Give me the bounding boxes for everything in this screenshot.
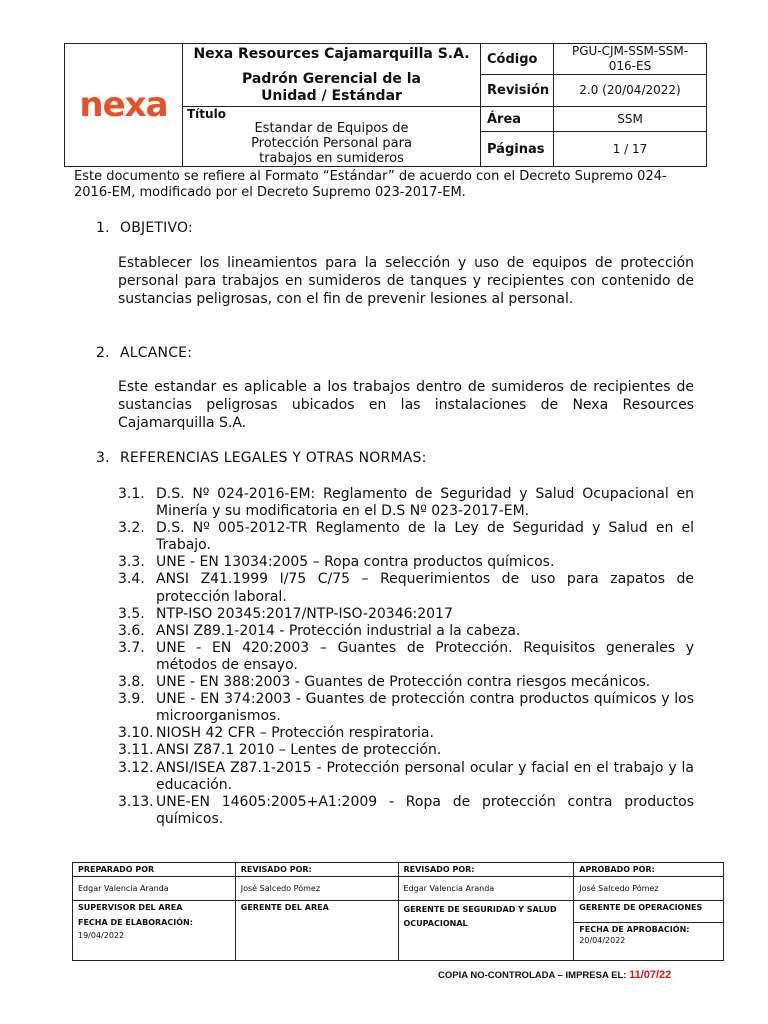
titulo-text: Estandar de Equipos de Protección Personal para trabajos en sumideros <box>251 121 412 166</box>
reference-text: UNE - EN 374:2003 - Guantes de protección contra productos químicos y los microorganismos. <box>156 691 694 725</box>
reference-text: UNE-EN 14605:2005+A1:2009 - Ropa de protección contra productos químicos. <box>156 793 694 827</box>
reference-number: 3.1. <box>118 486 145 502</box>
reference-text: NTP-ISO 20345:2017/NTP-ISO-20346:2017 <box>156 605 453 622</box>
section-heading-alcance <box>96 345 192 361</box>
reference-text: ANSI/ISEA Z87.1-2015 - Protección personal ocular y facial en el trabajo y la educación. <box>156 759 694 793</box>
reference-text: UNE - EN 13034:2005 – Ropa contra productos químicos. <box>156 554 555 571</box>
reference-number: 3.7. <box>118 639 145 656</box>
reference-number: 3.2. <box>118 520 145 537</box>
reference-item <box>118 520 694 554</box>
reference-text: UNE - EN 388:2003 - Guantes de Protección contra riesgos mecánicos. <box>156 674 651 691</box>
reference-number: 3.5. <box>118 605 145 622</box>
reference-item <box>118 760 694 794</box>
codigo-label: Código <box>481 44 554 75</box>
reference-item <box>118 674 694 691</box>
reference-item <box>118 691 694 725</box>
reference-item <box>118 640 694 674</box>
aprobado-name: José Salcedo Pómez <box>574 877 724 901</box>
fecha-elaboracion-value: 19/04/2022 <box>78 931 125 940</box>
section-heading-objetivo <box>96 220 193 236</box>
fecha-aprobacion-value: 20/04/2022 <box>579 936 626 945</box>
paginas-value: 1 / 17 <box>554 132 707 167</box>
role-gerente-area: GERENTE DEL AREA <box>235 901 398 961</box>
reference-text: NIOSH 42 CFR – Protección respiratoria. <box>156 725 434 742</box>
padron-text: Padrón Gerencial de la Unidad / Estándar <box>242 70 421 104</box>
area-label: Área <box>481 107 554 132</box>
revision-label: Revisión <box>481 75 554 107</box>
section-number: 2. <box>96 345 110 361</box>
reference-text: ANSI Z41.1999 I/75 C/75 – Requerimientos de uso para zapatos de protección laboral. <box>156 571 694 605</box>
revisado-label-1: REVISADO POR: <box>235 863 398 877</box>
paginas-label: Páginas <box>481 132 554 167</box>
copia-date: 11/07/22 <box>629 969 672 981</box>
section-number: 1. <box>96 220 110 236</box>
section-title: OBJETIVO: <box>120 220 193 236</box>
reference-text: ANSI Z89.1-2014 - Protección industrial a la cabeza. <box>156 622 521 639</box>
section-title: REFERENCIAS LEGALES Y OTRAS NORMAS: <box>120 450 427 466</box>
role-gerente-seguridad: GERENTE DE SEGURIDAD Y SALUD OCUPACIONAL <box>398 901 574 961</box>
aprobado-label: APROBADO POR: <box>574 863 724 877</box>
titulo-label: Título <box>187 107 226 121</box>
nexa-logo: nexa <box>79 85 168 125</box>
reference-number: 3.10. <box>118 725 154 742</box>
revisado-name-2: Edgar Valencia Aranda <box>398 877 574 901</box>
titulo-cell <box>183 107 481 167</box>
company-name: Nexa Resources Cajamarquilla S.A. <box>193 45 470 62</box>
revisado-label-2: REVISADO POR: <box>398 863 574 877</box>
role-cell-4 <box>574 901 724 961</box>
role-supervisor: SUPERVISOR DEL AREA <box>78 903 183 912</box>
reference-number: 3.4. <box>118 571 145 588</box>
logo-cell <box>65 44 183 167</box>
reference-item <box>118 623 694 640</box>
reference-item <box>118 486 694 520</box>
reference-number: 3.13. <box>118 793 154 810</box>
objetivo-paragraph: Establecer los lineamientos para la selección y uso de equipos de protección personal para trabajos en sumideros de tanques y recipientes con contenido de sustancias peligrosas, con el fin de prevenir lesiones al personal. <box>118 255 694 307</box>
reference-item <box>118 571 694 605</box>
reference-number: 3.3. <box>118 554 145 571</box>
preparado-label: PREPARADO POR <box>73 863 236 877</box>
codigo-value: PGU-CJM-SSM-SSM-016-ES <box>554 44 707 75</box>
reference-item <box>118 606 694 623</box>
revisado-name-1: José Salcedo Pómez <box>235 877 398 901</box>
reference-text: ANSI Z87.1 2010 – Lentes de protección. <box>156 742 442 759</box>
reference-number: 3.8. <box>118 674 145 691</box>
company-cell <box>183 44 481 107</box>
reference-item <box>118 554 694 571</box>
reference-number: 3.6. <box>118 622 145 639</box>
fecha-aprobacion-label: FECHA DE APROBACIÓN: <box>579 925 690 934</box>
section-number: 3. <box>96 450 110 466</box>
reference-text: UNE - EN 420:2003 – Guantes de Protección. Requisitos generales y métodos de ensayo. <box>156 639 694 673</box>
reference-number: 3.11. <box>118 742 154 759</box>
reference-number: 3.12. <box>118 759 154 776</box>
preparado-name: Edgar Valencia Aranda <box>73 877 236 901</box>
reference-item <box>118 742 694 759</box>
reference-text: D.S. Nº 005-2012-TR Reglamento de la Ley de Seguridad y Salud en el Trabajo. <box>156 520 694 554</box>
role-gerente-operaciones: GERENTE DE OPERACIONES <box>574 901 723 923</box>
reference-text: D.S. Nº 024-2016-EM: Reglamento de Seguridad y Salud Ocupacional en Minería y su modificatoria en el D.S Nº 023-2017-EM. <box>156 486 694 520</box>
section-heading-referencias <box>96 450 427 466</box>
reference-item <box>118 725 694 742</box>
references-list <box>118 486 694 828</box>
alcance-paragraph: Este estandar es aplicable a los trabajos dentro de sumideros de recipientes de sustancias peligrosas ubicados en las instalaciones de Nexa Resources Cajamarquilla S.A. <box>118 379 694 431</box>
uncontrolled-copy-note <box>438 969 671 981</box>
section-title: ALCANCE: <box>120 345 193 361</box>
revision-value: 2.0 (20/04/2022) <box>554 75 707 107</box>
area-value: SSM <box>554 107 707 132</box>
reference-number: 3.9. <box>118 691 145 708</box>
reference-item <box>118 794 694 828</box>
intro-paragraph: Este documento se refiere al Formato “Estándar” de acuerdo con el Decreto Supremo 024-2016-EM, modificado por el Decreto Supremo 023-2017-EM. <box>74 169 667 200</box>
role-cell-1 <box>73 901 236 961</box>
fecha-elaboracion-label: FECHA DE ELABORACIÓN: <box>78 918 193 927</box>
approval-table <box>72 862 724 961</box>
header-table <box>64 43 707 167</box>
copia-label: COPIA NO-CONTROLADA – IMPRESA EL: <box>438 970 627 981</box>
